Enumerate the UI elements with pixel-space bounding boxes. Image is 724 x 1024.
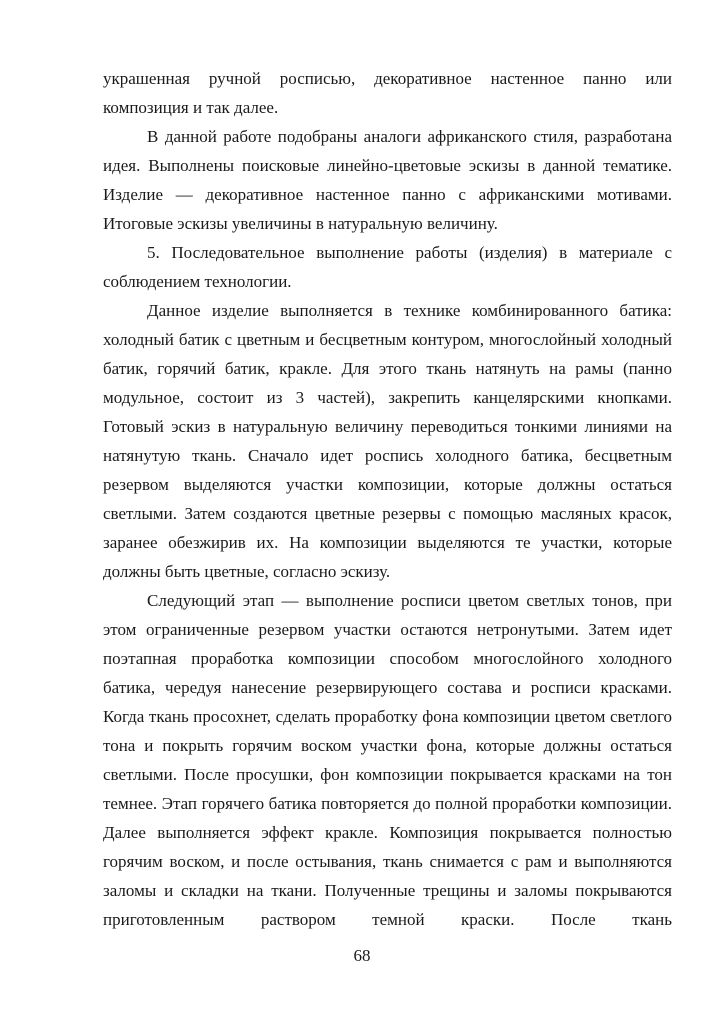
paragraph-continuation: украшенная ручной росписью, декоративное настенное панно или композиция и так далее. (103, 69, 672, 117)
body-text (103, 64, 672, 934)
page-number: 68 (353, 946, 371, 965)
paragraph-technique: Данное изделие выполняется в технике комбинированного батика: холодный батик с цветным и бесцветным контуром, многослойный холодный батик, горячий батик, кракле. Для этого ткань натянуть на рамы (панно модульное, состоит из 3 частей), закрепить канцелярскими кнопками. Готовый эскиз в натуральную величину переводиться тонкими линиями на натянутую ткань. Сначало идет роспись холодного батика, бесцветным резервом выделяются участки композиции, которые должны остаться светлыми. Затем создаются цветные резервы с помощью масляных красок, заранее обезжирив их. На композиции выделяются те участки, которые должны быть цветные, согласно эскизу. (103, 301, 672, 581)
paragraph-next-stage: Следующий этап — выполнение росписи цветом светлых тонов, при этом ограниченные резервом участки остаются нетронутыми. Затем идет поэтапная проработка композиции способом многослойного холодного батика, чередуя нанесение резервирующего состава и росписи красками. Когда ткань просохнет, сделать проработку фона композиции цветом светлого тона и покрыть горячим воском участки фона, которые должны остаться светлыми. После просушки, фон композиции покрывается красками на тон темнее. Этап горячего батика повторяется до полной проработки композиции. Далее выполняется эффект кракле. Композиция покрывается полностью горячим воском, и после остывания, ткань снимается с рам и выполняются заломы и складки на ткани. Полученные трещины и заломы покрываются приготовленным раствором темной краски. После ткань (103, 591, 672, 929)
paragraph-step-5: 5. Последовательное выполнение работы (изделия) в материале с соблюдением технологии. (103, 243, 672, 291)
paragraph-analogs: В данной работе подобраны аналоги африканского стиля, разработана идея. Выполнены поисковые линейно-цветовые эскизы в данной тематике. Изделие — декоративное настенное панно с африканскими мотивами. Итоговые эскизы увеличины в натуральную величину. (103, 127, 672, 233)
